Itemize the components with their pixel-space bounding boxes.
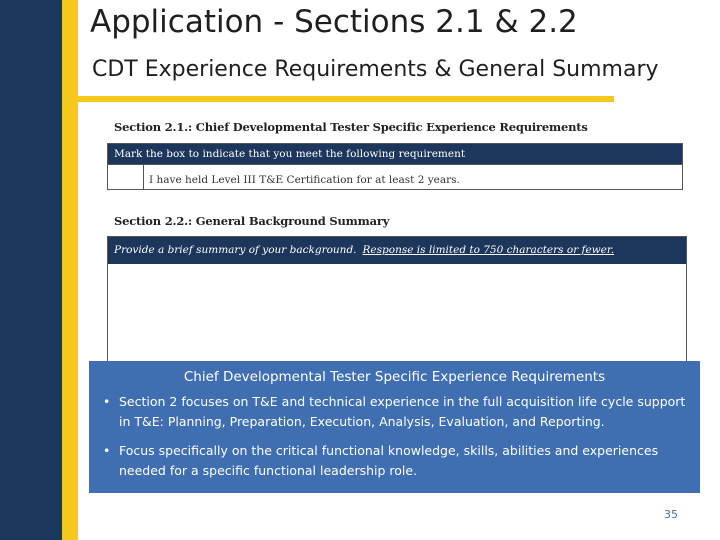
callout-bullet-text: Focus specifically on the critical functional knowledge, skills, abilities and experiences needed for a specific functional leadership role. [119,443,659,478]
section-21-heading: Section 2.1.: Chief Developmental Tester Specific Experience Requirements [114,120,588,134]
slide-title: Application - Sections 2.1 & 2.2 [90,4,578,40]
requirement-row [108,164,682,190]
section-22-prompt-row [108,237,686,264]
left-gold-bar [62,0,78,540]
callout-title: Chief Developmental Tester Specific Experience Requirements [183,369,606,385]
requirement-text: I have held Level III T&E Certification for at least 2 years. [149,174,460,186]
summary-response-area[interactable] [108,264,686,364]
callout-bullet-text: Section 2 focuses on T&E and technical experience in the full acquisition life cycle support in T&E: Planning, Preparation, Execution, Analysis, Evaluation, and Reporting. [119,394,686,429]
title-underline [78,96,614,102]
callout-bullet-list [89,392,700,480]
section-22-prompt: Provide a brief summary of your background. [114,244,357,256]
bullet-dot-icon: • [103,394,111,409]
bullet-dot-icon: • [103,443,111,458]
section-21-table [107,143,683,190]
callout-bullet [89,441,700,480]
requirement-checkbox[interactable] [108,165,144,190]
section-22-heading: Section 2.2.: General Background Summary [114,214,390,228]
page-number: 35 [664,508,678,521]
left-navy-bar [0,0,62,540]
section-22-limit: Response is limited to 750 characters or fewer. [362,244,615,256]
callout-box [89,361,700,493]
slide-subtitle: CDT Experience Requirements & General Summary [92,57,659,82]
callout-bullet [89,392,700,431]
section-21-instruction: Mark the box to indicate that you meet the following requirement [108,144,682,164]
section-22-table [107,236,687,366]
